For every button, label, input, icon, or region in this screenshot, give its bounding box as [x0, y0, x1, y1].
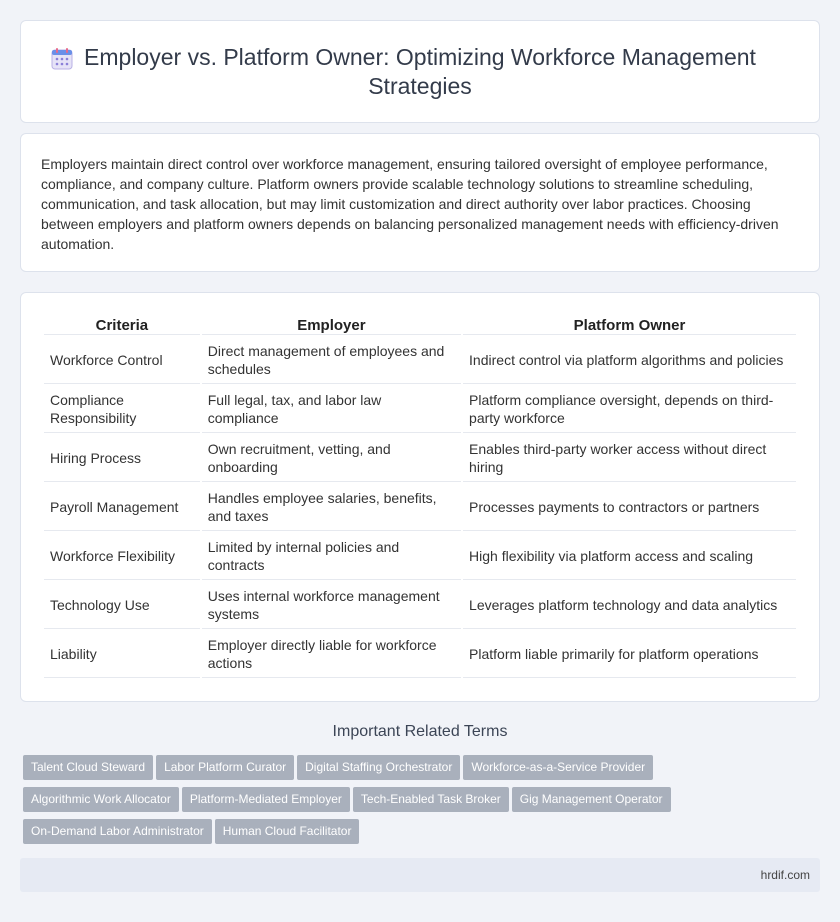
criteria-cell: Workforce Control	[44, 337, 200, 384]
related-terms-title: Important Related Terms	[332, 723, 508, 740]
related-term-tag[interactable]: Gig Management Operator	[512, 787, 671, 812]
platform-owner-cell: Leverages platform technology and data analytics	[463, 582, 796, 629]
employer-cell: Full legal, tax, and labor law compliance	[202, 386, 461, 433]
related-term-tag[interactable]: Human Cloud Facilitator	[215, 819, 360, 844]
header-employer: Employer	[202, 315, 461, 335]
employer-cell: Uses internal workforce management systems	[202, 582, 461, 629]
platform-owner-cell: Platform liable primarily for platform operations	[463, 631, 796, 678]
header-criteria: Criteria	[44, 315, 200, 335]
platform-owner-cell: Indirect control via platform algorithms and policies	[463, 337, 796, 384]
employer-cell: Limited by internal policies and contracts	[202, 533, 461, 580]
summary-card	[20, 133, 820, 272]
related-term-tag[interactable]: Tech-Enabled Task Broker	[353, 787, 509, 812]
platform-owner-cell: Enables third-party worker access without direct hiring	[463, 435, 796, 482]
criteria-cell: Hiring Process	[44, 435, 200, 482]
platform-owner-cell: Platform compliance oversight, depends on third-party workforce	[463, 386, 796, 433]
criteria-cell: Technology Use	[44, 582, 200, 629]
table-row	[44, 337, 796, 384]
table-row	[44, 582, 796, 629]
platform-owner-cell: Processes payments to contractors or partners	[463, 484, 796, 531]
related-terms-list	[23, 755, 723, 851]
employer-cell: Own recruitment, vetting, and onboarding	[202, 435, 461, 482]
criteria-cell: Compliance Responsibility	[44, 386, 200, 433]
related-term-tag[interactable]: Talent Cloud Steward	[23, 755, 153, 780]
related-term-tag[interactable]: On-Demand Labor Administrator	[23, 819, 212, 844]
table-row	[44, 631, 796, 678]
comparison-table	[42, 313, 798, 680]
related-term-tag[interactable]: Workforce-as-a-Service Provider	[463, 755, 653, 780]
table-row	[44, 386, 796, 433]
table-row	[44, 484, 796, 531]
criteria-cell: Workforce Flexibility	[44, 533, 200, 580]
criteria-cell: Payroll Management	[44, 484, 200, 531]
related-term-tag[interactable]: Digital Staffing Orchestrator	[297, 755, 460, 780]
header-card	[20, 20, 820, 123]
criteria-cell: Liability	[44, 631, 200, 678]
footer-site-link[interactable]: hrdif.com	[760, 868, 810, 882]
table-row	[44, 533, 796, 580]
employer-cell: Direct management of employees and schedules	[202, 337, 461, 384]
related-term-tag[interactable]: Platform-Mediated Employer	[182, 787, 350, 812]
footer	[20, 858, 820, 892]
table-row	[44, 435, 796, 482]
summary-text: Employers maintain direct control over workforce management, ensuring tailored oversight of employee performance, compliance, and company culture. Platform owners provide scalable technology solutions to streamline scheduling, communication, and task allocation, but may limit customization and direct authority over labor practices. Choosing between employers and platform owners depends on balancing personalized management needs with efficiency-driven automation.	[41, 156, 779, 252]
related-term-tag[interactable]: Algorithmic Work Allocator	[23, 787, 179, 812]
header-platform-owner: Platform Owner	[463, 315, 796, 335]
platform-owner-cell: High flexibility via platform access and scaling	[463, 533, 796, 580]
comparison-table-card	[20, 292, 820, 702]
related-term-tag[interactable]: Labor Platform Curator	[156, 755, 294, 780]
table-header-row	[44, 315, 796, 335]
employer-cell: Employer directly liable for workforce actions	[202, 631, 461, 678]
page-title: Employer vs. Platform Owner: Optimizing Workforce Management Strategies	[84, 44, 756, 99]
employer-cell: Handles employee salaries, benefits, and taxes	[202, 484, 461, 531]
